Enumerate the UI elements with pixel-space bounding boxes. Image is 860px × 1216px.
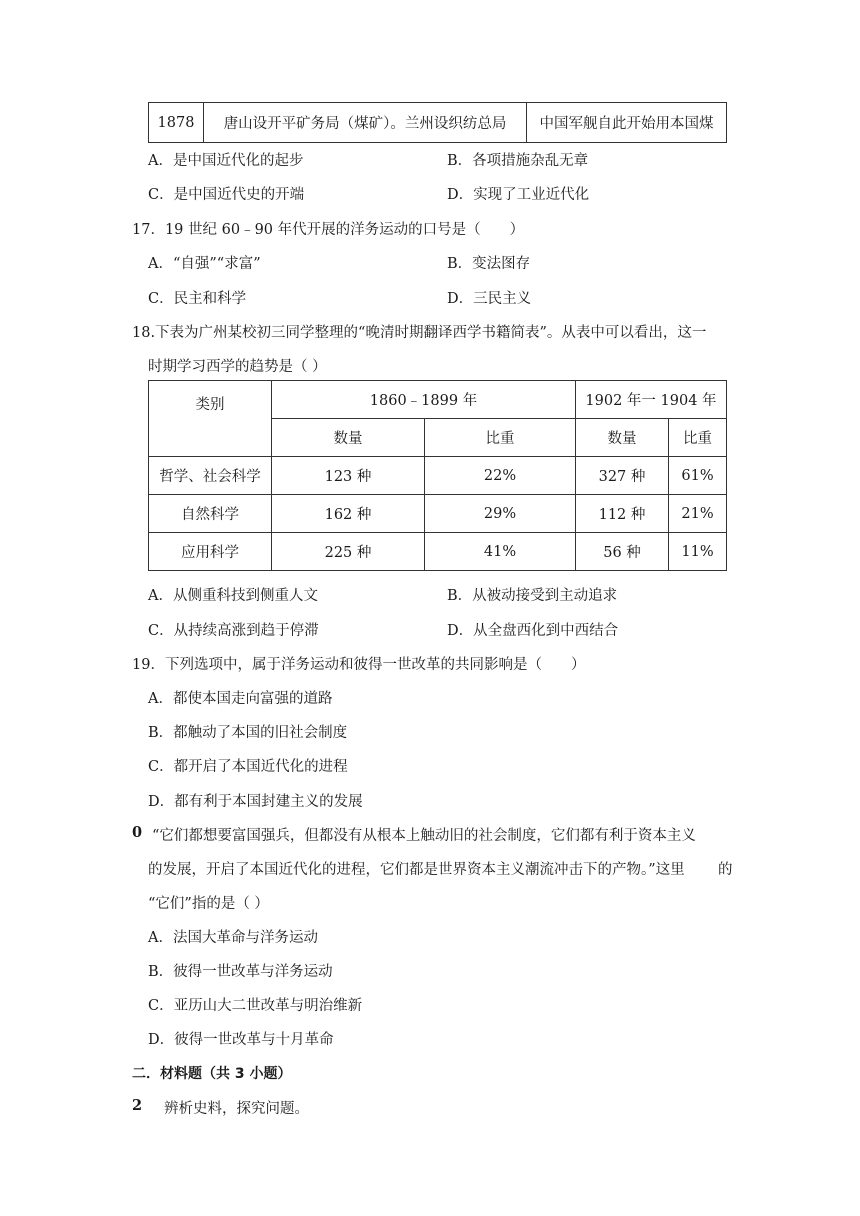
q18-option-d: D．从全盘西化到中西结合 (447, 623, 619, 639)
q18-row3-r2: 11% (669, 533, 727, 571)
q20-option-d: D．彼得一世改革与十月革命 (148, 1032, 334, 1048)
q17-option-d: D．三民主义 (447, 291, 532, 307)
q18-option-c: C．从持续高涨到趋于停滞 (148, 623, 319, 639)
q20-option-a: A．法国大革命与洋务运动 (148, 930, 318, 946)
q18-row3-r1: 41% (425, 533, 576, 571)
q17-option-c: C．民主和科学 (148, 291, 247, 307)
q18-row2-q2: 112 种 (576, 495, 669, 533)
q18-row1-category: 哲学、社会科学 (149, 457, 272, 495)
q21-number: 2 (132, 1097, 143, 1114)
q18-row2-category: 自然科学 (149, 495, 272, 533)
q20-stem-line2a: 的发展，开启了本国近代化的进程，它们都是世界资本主义潮流冲击下的产物。”这里 (148, 862, 685, 878)
top-table-effect: 中国军舰自此开始用本国煤 (527, 103, 727, 143)
q18-col-quantity-1: 数量 (272, 419, 425, 457)
q18-option-b: B．从被动接受到主动追求 (447, 588, 618, 604)
q18-row1-r2: 61% (669, 457, 727, 495)
top-table (148, 102, 727, 143)
top-table-year: 1878 (149, 103, 204, 143)
q20-number: 0 (132, 824, 143, 841)
q18-option-a: A．从侧重科技到侧重人文 (148, 588, 318, 604)
q20-stem-line2b: 的 (718, 862, 733, 878)
q16-option-d: D．实现了工业近代化 (447, 187, 590, 203)
q20-option-c: C．亚历山大二世改革与明治维新 (148, 998, 363, 1014)
q19-option-c: C．都开启了本国近代化的进程 (148, 759, 348, 775)
q17-option-a: A．“自强”“求富” (148, 256, 261, 272)
q18-row1-q2: 327 种 (576, 457, 669, 495)
q18-row1-q1: 123 种 (272, 457, 425, 495)
q18-row3-category: 应用科学 (149, 533, 272, 571)
q17-stem: 17．19 世纪 60﹣90 年代开展的洋务运动的口号是（ ） (132, 222, 525, 238)
q19-option-d: D．都有利于本国封建主义的发展 (148, 794, 363, 810)
q18-col-quantity-2: 数量 (576, 419, 669, 457)
q20-stem-line1: “它们都想要富国强兵，但都没有从根本上触动旧的社会制度，它们都有利于资本主义 (152, 828, 696, 844)
q20-option-b: B．彼得一世改革与洋务运动 (148, 964, 333, 980)
q18-header-period1: 1860﹣1899 年 (272, 381, 576, 419)
q18-header-period2: 1902 年一 1904 年 (576, 381, 727, 419)
table-row (149, 533, 727, 571)
q16-option-c: C．是中国近代史的开端 (148, 187, 305, 203)
q17-option-b: B．变法图存 (447, 256, 531, 272)
q18-row2-r1: 29% (425, 495, 576, 533)
q18-row2-q1: 162 种 (272, 495, 425, 533)
q19-option-b: B．都触动了本国的旧社会制度 (148, 725, 348, 741)
top-table-event: 唐山设开平矿务局（煤矿）。兰州设织纺总局 (204, 103, 527, 143)
q18-table (148, 380, 727, 571)
q18-row3-q1: 225 种 (272, 533, 425, 571)
q18-header-category: 类别 (149, 381, 272, 457)
q18-row1-r1: 22% (425, 457, 576, 495)
q16-option-a: A．是中国近代化的起步 (148, 153, 304, 169)
q18-row2-r2: 21% (669, 495, 727, 533)
q18-col-ratio-1: 比重 (425, 419, 576, 457)
q18-stem-line2: 时期学习西学的趋势是（ ） (148, 359, 327, 375)
q19-option-a: A．都使本国走向富强的道路 (148, 691, 333, 707)
q18-col-ratio-2: 比重 (669, 419, 727, 457)
q20-stem-line3: “它们”指的是（ ） (148, 896, 269, 912)
q16-option-b: B．各项措施杂乱无章 (447, 153, 589, 169)
q19-stem: 19．下列选项中，属于洋务运动和彼得一世改革的共同影响是（ ） (132, 657, 586, 673)
table-row (149, 495, 727, 533)
table-row (149, 457, 727, 495)
section-title: 二．材料题（共 3 小题） (132, 1066, 292, 1082)
q18-row3-q2: 56 种 (576, 533, 669, 571)
q18-stem-line1: 18.下表为广州某校初三同学整理的“晚清时期翻译西学书籍简表”。从表中可以看出，这一 (132, 325, 707, 341)
q21-stem: 辨析史料，探究问题。 (164, 1101, 309, 1117)
